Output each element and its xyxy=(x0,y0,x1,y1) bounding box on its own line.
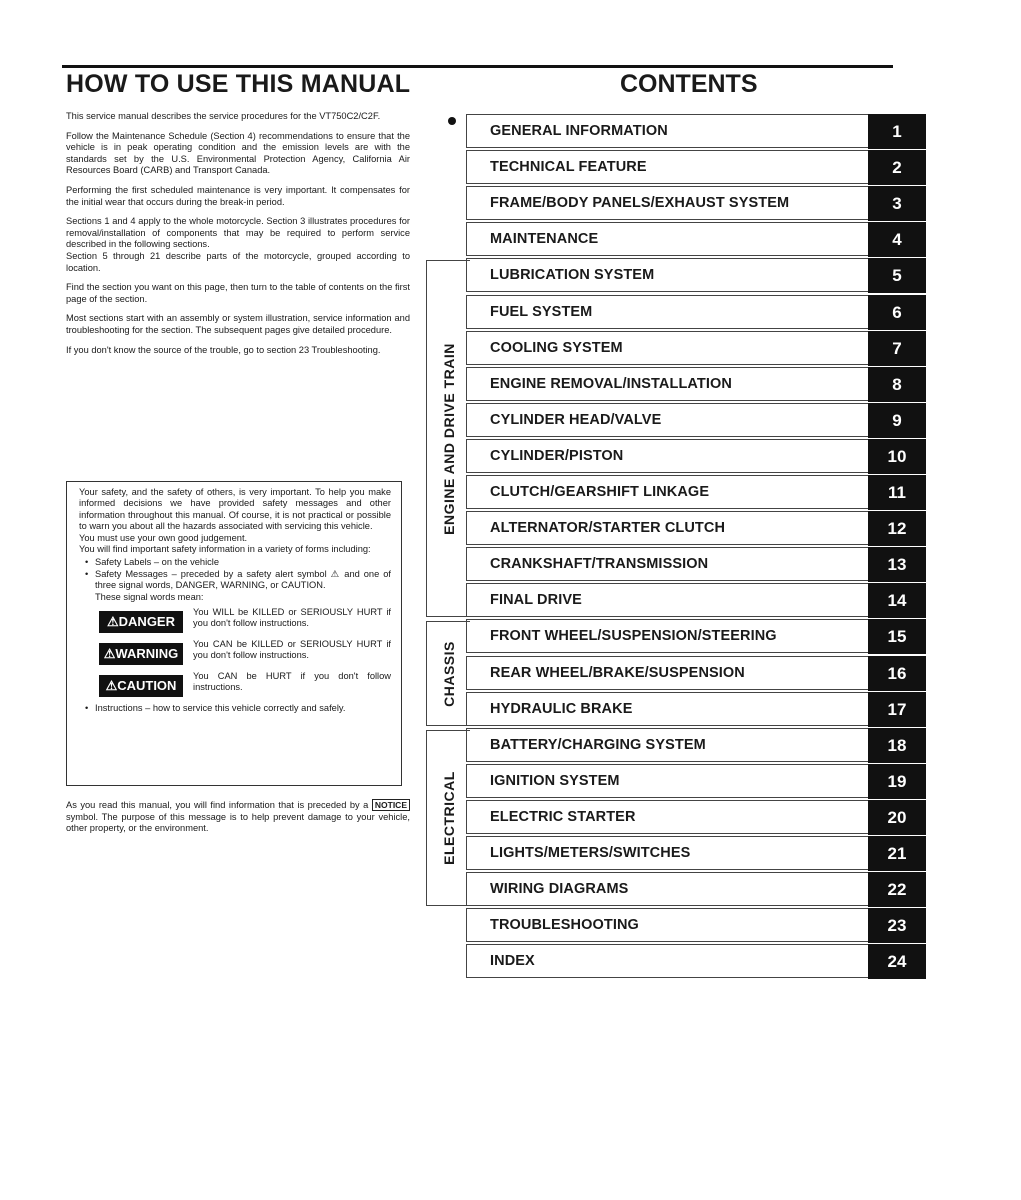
section-title: MAINTENANCE xyxy=(490,231,599,248)
group-label: CHASSIS xyxy=(440,640,457,707)
contents-item[interactable] xyxy=(466,403,926,437)
section-number-tab: 4 xyxy=(868,222,926,257)
contents-item[interactable] xyxy=(466,114,926,148)
section-title: COOLING SYSTEM xyxy=(490,339,623,356)
section-title: WIRING DIAGRAMS xyxy=(490,881,629,898)
section-title: HYDRAULIC BRAKE xyxy=(490,700,633,717)
section-title: FUEL SYSTEM xyxy=(490,303,593,320)
safety-judgement: You must use your own good judgement. xyxy=(79,532,248,543)
contents-item[interactable] xyxy=(466,583,926,617)
section-number-tab: 14 xyxy=(868,583,926,618)
safety-intro: Your safety, and the safety of others, is very important. To help you make informed decisions we have provided safety messages and other information throughout this manual. Of course, it is not practical or possible to warn you about all the hazards associated with servicing this vehicle. xyxy=(79,487,391,532)
section-number-tab: 2 xyxy=(868,150,926,185)
signal-danger xyxy=(99,607,391,633)
header-rule xyxy=(62,65,893,68)
contents-item[interactable] xyxy=(466,186,926,220)
paragraph: If you don't know the source of the trouble, go to section 23 Troubleshooting. xyxy=(66,344,381,355)
section-title: INDEX xyxy=(490,953,535,970)
section-number-tab: 22 xyxy=(868,872,926,907)
section-title: FRAME/BODY PANELS/EXHAUST SYSTEM xyxy=(490,195,790,212)
paragraph: Find the section you want on this page, then turn to the table of contents on the first page of the section. xyxy=(66,282,410,304)
danger-label: ⚠DANGER xyxy=(99,611,183,633)
section-number-tab: 12 xyxy=(868,511,926,546)
group-label: ENGINE AND DRIVE TRAIN xyxy=(440,343,457,535)
page-title-how-to-use: HOW TO USE THIS MANUAL xyxy=(66,70,411,98)
contents-item[interactable] xyxy=(466,258,926,292)
section-title: BATTERY/CHARGING SYSTEM xyxy=(490,736,706,753)
contents-item[interactable] xyxy=(466,295,926,329)
contents-item[interactable] xyxy=(466,728,926,762)
section-title: GENERAL INFORMATION xyxy=(490,123,668,139)
page-title-contents: CONTENTS xyxy=(620,70,758,98)
section-number-tab: 6 xyxy=(868,295,926,330)
section-number-tab: 7 xyxy=(868,331,926,366)
contents-item[interactable] xyxy=(466,944,926,978)
section-group xyxy=(426,260,470,617)
contents-item[interactable] xyxy=(466,367,926,401)
section-number-tab: 5 xyxy=(868,258,926,293)
section-title: IGNITION SYSTEM xyxy=(490,772,620,789)
section-title: CYLINDER/PISTON xyxy=(490,447,624,464)
section-title: CLUTCH/GEARSHIFT LINKAGE xyxy=(490,484,710,500)
safety-bullet: • Safety Messages – preceded by a safety alert symbol ⚠ and one of three signal words, DANGER, WARNING, or CAUTION. xyxy=(89,569,391,592)
section-title: REAR WHEEL/BRAKE/SUSPENSION xyxy=(490,664,745,681)
contents-item[interactable] xyxy=(466,150,926,184)
contents-item[interactable] xyxy=(466,439,926,473)
section-title: ENGINE REMOVAL/INSTALLATION xyxy=(490,375,732,392)
safety-forms: You will find important safety information in a variety of forms including: xyxy=(79,544,371,555)
section-group xyxy=(426,730,470,907)
notice-before: As you read this manual, you will find information that is preceded by a xyxy=(66,800,369,810)
paragraph: Most sections start with an assembly or system illustration, service information and troubleshooting for the section. The subsequent pages give detailed procedure. xyxy=(66,313,410,335)
section-number-tab: 13 xyxy=(868,547,926,582)
group-label: ELECTRICAL xyxy=(440,771,457,865)
section-number-tab: 21 xyxy=(868,836,926,871)
section-title: CYLINDER HEAD/VALVE xyxy=(490,411,662,428)
section-title: LUBRICATION SYSTEM xyxy=(490,267,655,284)
contents-item[interactable] xyxy=(466,764,926,798)
section-title: FRONT WHEEL/SUSPENSION/STEERING xyxy=(490,628,777,645)
section-title: FINAL DRIVE xyxy=(490,592,582,609)
contents-item[interactable] xyxy=(466,475,926,509)
safety-box xyxy=(66,481,402,786)
contents-item[interactable] xyxy=(466,908,926,942)
paragraph: Section 5 through 21 describe parts of the motorcycle, grouped according to location. xyxy=(66,250,410,273)
intro-text xyxy=(66,111,410,364)
section-number-tab: 8 xyxy=(868,367,926,402)
section-title: CRANKSHAFT/TRANSMISSION xyxy=(490,556,709,573)
section-group xyxy=(426,621,470,725)
section-number-tab: 20 xyxy=(868,800,926,835)
warning-text: You CAN be KILLED or SERIOUSLY HURT if you don't follow instructions. xyxy=(193,639,391,661)
section-title: LIGHTS/METERS/SWITCHES xyxy=(490,845,691,861)
section-number-tab: 9 xyxy=(868,403,926,438)
section-number-tab: 16 xyxy=(868,656,926,691)
section-number-tab: 18 xyxy=(868,728,926,763)
contents-item[interactable] xyxy=(466,331,926,365)
section-number-tab: 17 xyxy=(868,692,926,727)
contents-item[interactable] xyxy=(466,511,926,545)
section-number-tab: 19 xyxy=(868,764,926,799)
danger-text: You WILL be KILLED or SERIOUSLY HURT if you don't follow instructions. xyxy=(193,607,391,629)
section-number-tab: 3 xyxy=(868,186,926,221)
contents-item[interactable] xyxy=(466,547,926,581)
contents-item[interactable] xyxy=(466,656,926,690)
paragraph: Sections 1 and 4 apply to the whole motorcycle. Section 3 illustrates procedures for removal/installation of components that may be required to perform service described in the following sections. xyxy=(66,216,410,250)
paragraph: Follow the Maintenance Schedule (Section 4) recommendations to ensure that the vehicle is in peak operating condition and the emission levels are with the standards set by the U.S. Environmental Protection Agency, California Air Resources Board (CARB) and Transport Canada. xyxy=(66,130,410,176)
section-number-tab: 24 xyxy=(868,944,926,979)
notice-paragraph xyxy=(66,800,410,835)
section-number-tab: 15 xyxy=(868,619,926,654)
paragraph: This service manual describes the service procedures for the VT750C2/C2F. xyxy=(66,111,381,121)
contents-item[interactable] xyxy=(466,692,926,726)
safety-bullet: • Safety Labels – on the vehicle xyxy=(89,557,391,568)
signal-caution xyxy=(99,671,391,697)
contents-item[interactable] xyxy=(466,836,926,870)
notice-symbol: NOTICE xyxy=(372,799,410,811)
notice-after: symbol. The purpose of this message is to help prevent damage to your vehicle, other property, or the environment. xyxy=(66,811,410,834)
contents-item[interactable] xyxy=(466,222,926,256)
contents-item[interactable] xyxy=(466,800,926,834)
caution-label: ⚠CAUTION xyxy=(99,675,183,697)
caution-text: You CAN be HURT if you don't follow instructions. xyxy=(193,671,391,693)
paragraph: Performing the first scheduled maintenance is very important. It compensates for the initial wear that occurs during the break-in period. xyxy=(66,184,410,207)
contents-item[interactable] xyxy=(466,872,926,906)
section-title: TECHNICAL FEATURE xyxy=(490,159,647,176)
section-number-tab: 10 xyxy=(868,439,926,474)
section-title: ELECTRIC STARTER xyxy=(490,808,636,825)
section-number-tab: 1 xyxy=(868,114,926,149)
signal-intro: These signal words mean: xyxy=(95,591,204,602)
safety-bullet: • Instructions – how to service this vehicle correctly and safely. xyxy=(89,703,391,714)
section-title: TROUBLESHOOTING xyxy=(490,917,639,934)
section-title: ALTERNATOR/STARTER CLUTCH xyxy=(490,520,726,537)
warning-label: ⚠WARNING xyxy=(99,643,183,665)
bullet-icon xyxy=(448,117,456,125)
contents-item[interactable] xyxy=(466,619,926,653)
signal-warning xyxy=(99,639,391,665)
section-number-tab: 23 xyxy=(868,908,926,943)
section-number-tab: 11 xyxy=(868,475,926,510)
